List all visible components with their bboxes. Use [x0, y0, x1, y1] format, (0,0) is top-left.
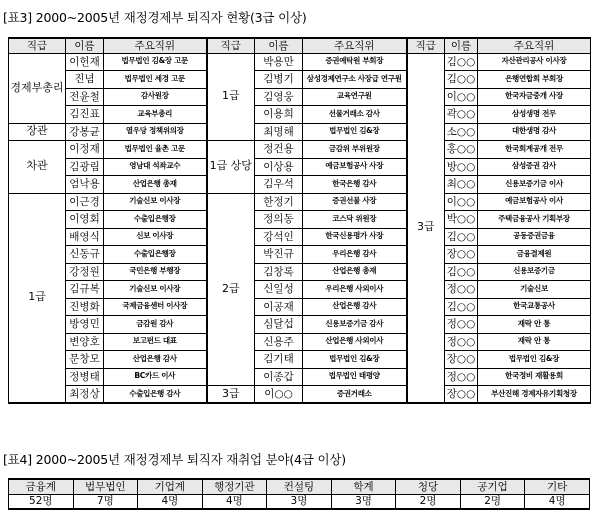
position-cell: 코스닥 위원장: [303, 211, 407, 229]
name-cell: 이○○: [445, 88, 478, 106]
table4-values-row: [9, 494, 590, 509]
column-header: 이름: [255, 38, 303, 53]
count-cell: 3명: [267, 494, 332, 509]
name-cell: 한정기: [255, 193, 303, 211]
position-cell: 공동증권금융: [478, 228, 591, 246]
position-cell: 부산진해 경제자유기획청장: [478, 386, 591, 404]
name-cell: 장○○: [445, 386, 478, 404]
count-cell: 4명: [202, 494, 267, 509]
category-header: 컨설팅: [267, 479, 332, 494]
position-cell: 수출입은행장: [104, 246, 207, 264]
category-header: 기업계: [138, 479, 203, 494]
column-header: 직급: [9, 38, 66, 53]
name-cell: 박용만: [255, 53, 303, 71]
position-cell: 기술신보 이사장: [104, 193, 207, 211]
name-cell: 방○○: [445, 158, 478, 176]
position-cell: 삼성생명 전무: [478, 106, 591, 124]
name-cell: 이공재: [255, 298, 303, 316]
name-cell: 김영웅: [255, 88, 303, 106]
name-cell: 김창록: [255, 263, 303, 281]
position-cell: 산업은행 총재: [303, 263, 407, 281]
name-cell: 박○○: [445, 211, 478, 229]
name-cell: 배영식: [66, 228, 104, 246]
name-cell: 이헌재: [66, 53, 104, 71]
grade-cell: 2급: [207, 193, 255, 386]
name-cell: 강봉균: [66, 123, 104, 141]
column-header: 이름: [445, 38, 478, 53]
name-cell: 홍○○: [445, 141, 478, 159]
name-cell: 김○○: [445, 71, 478, 89]
name-cell: 김○○: [445, 298, 478, 316]
table3-row: [9, 123, 591, 141]
table3-title: [표3] 2000~2005년 재정경제부 퇴직자 현황(3급 이상): [3, 10, 307, 25]
name-cell: 김진표: [66, 106, 104, 124]
grade-cell: 3급: [207, 386, 255, 404]
position-cell: 재락 안 통: [478, 316, 591, 334]
category-header: 학계: [331, 479, 396, 494]
name-cell: 정○○: [445, 333, 478, 351]
position-cell: 한국신용평가 사장: [303, 228, 407, 246]
count-cell: 4명: [138, 494, 203, 509]
position-cell: 신용보증기금 이사: [478, 176, 591, 194]
table4-title: [표4] 2000~2005년 재정경제부 퇴직자 재취업 분야(4급 이상): [3, 452, 346, 467]
position-cell: 보고펀드 대표: [104, 333, 207, 351]
category-header: 기타: [525, 479, 590, 494]
position-cell: BC카드 이사: [104, 368, 207, 386]
position-cell: 우리은행 감사: [303, 246, 407, 264]
table3-row: [9, 176, 591, 194]
position-cell: 감사원장: [104, 88, 207, 106]
table3-row: [9, 246, 591, 264]
position-cell: 한국회계공개 전무: [478, 141, 591, 159]
position-cell: 선물거래소 감사: [303, 106, 407, 124]
table3-row: [9, 211, 591, 229]
position-cell: 교육부총리: [104, 106, 207, 124]
position-cell: 은행연합회 부회장: [478, 71, 591, 89]
position-cell: 국민은행 부행장: [104, 263, 207, 281]
name-cell: 최○○: [445, 176, 478, 194]
name-cell: 방영민: [66, 316, 104, 334]
position-cell: 영남대 석좌교수: [104, 158, 207, 176]
table3-row: [9, 368, 591, 386]
grade-cell: 장관: [9, 123, 66, 141]
position-cell: 대한생명 감사: [478, 123, 591, 141]
table3-row: [9, 298, 591, 316]
table3-row: [9, 141, 591, 159]
position-cell: 신용보증기금 감사: [303, 316, 407, 334]
name-cell: 정의동: [255, 211, 303, 229]
category-header: 행정기관: [202, 479, 267, 494]
table3-retirees: [8, 37, 591, 404]
position-cell: 국제금융센터 이사장: [104, 298, 207, 316]
column-header: 주요직위: [303, 38, 407, 53]
position-cell: 한국정비 재활용회: [478, 368, 591, 386]
name-cell: 이종갑: [255, 368, 303, 386]
table3-row: [9, 386, 591, 404]
name-cell: 정건용: [255, 141, 303, 159]
position-cell: 기술신보 이사장: [104, 281, 207, 299]
name-cell: 정○○: [445, 368, 478, 386]
position-cell: 법무법인 태평양: [303, 368, 407, 386]
position-cell: 신보 이사장: [104, 228, 207, 246]
name-cell: 이○○: [445, 193, 478, 211]
position-cell: 수출입은행장: [104, 211, 207, 229]
count-cell: 2명: [396, 494, 461, 509]
category-header: 법무법인: [73, 479, 138, 494]
name-cell: 김기태: [255, 351, 303, 369]
table3-row: [9, 158, 591, 176]
name-cell: 장○○: [445, 246, 478, 264]
position-cell: 삼성증권 감사: [478, 158, 591, 176]
name-cell: 진념: [66, 71, 104, 89]
name-cell: 이영회: [66, 211, 104, 229]
name-cell: 문창모: [66, 351, 104, 369]
name-cell: 엄낙용: [66, 176, 104, 194]
name-cell: 정병태: [66, 368, 104, 386]
position-cell: 예금보험공사 사장: [303, 158, 407, 176]
table3-header-row: [9, 38, 591, 53]
position-cell: 법무법인 김&장: [303, 351, 407, 369]
name-cell: 정○○: [445, 316, 478, 334]
table3-row: [9, 106, 591, 124]
position-cell: 산업은행 감사: [303, 298, 407, 316]
position-cell: 금융결제원: [478, 246, 591, 264]
position-cell: 금감원 감사: [104, 316, 207, 334]
position-cell: 우리은행 사외이사: [303, 281, 407, 299]
position-cell: 법무법인 김&장: [478, 351, 591, 369]
table4-reemployment: [8, 478, 590, 510]
name-cell: 김○○: [445, 263, 478, 281]
column-header: 직급: [207, 38, 255, 53]
position-cell: 증권선물 사장: [303, 193, 407, 211]
name-cell: 장○○: [445, 351, 478, 369]
table3-row: [9, 53, 591, 71]
name-cell: 신동규: [66, 246, 104, 264]
name-cell: 강정원: [66, 263, 104, 281]
name-cell: 신용주: [255, 333, 303, 351]
position-cell: 예금보험공사 이사: [478, 193, 591, 211]
name-cell: 김광림: [66, 158, 104, 176]
category-header: 금융계: [9, 479, 74, 494]
grade-cell: 1급: [207, 53, 255, 141]
category-header: 청당: [396, 479, 461, 494]
position-cell: 기술신보: [478, 281, 591, 299]
position-cell: 한국교통공사: [478, 298, 591, 316]
name-cell: 정○○: [445, 281, 478, 299]
position-cell: 수출입은행 감사: [104, 386, 207, 404]
position-cell: 법무법인 율촌 고문: [104, 141, 207, 159]
grade-cell: 1급: [9, 193, 66, 403]
position-cell: 법무법인 김&장: [303, 123, 407, 141]
table3-row: [9, 316, 591, 334]
position-cell: 법무법인 김&장 고문: [104, 53, 207, 71]
count-cell: 7명: [73, 494, 138, 509]
position-cell: 증권거래소: [303, 386, 407, 404]
position-cell: 교육연구원: [303, 88, 407, 106]
count-cell: 4명: [525, 494, 590, 509]
name-cell: 김우석: [255, 176, 303, 194]
count-cell: 3명: [331, 494, 396, 509]
name-cell: 강석인: [255, 228, 303, 246]
grade-cell: 1급 상당: [207, 141, 255, 194]
table3-row: [9, 88, 591, 106]
name-cell: 김○○: [445, 53, 478, 71]
position-cell: 금감위 부위원장: [303, 141, 407, 159]
name-cell: 박진규: [255, 246, 303, 264]
position-cell: 자산관리공사 이사장: [478, 53, 591, 71]
position-cell: 삼성경제연구소 사장급 연구원: [303, 71, 407, 89]
table4-header-row: [9, 479, 590, 494]
count-cell: 2명: [460, 494, 525, 509]
position-cell: 산업은행 감사: [104, 351, 207, 369]
column-header: 이름: [66, 38, 104, 53]
column-header: 주요직위: [104, 38, 207, 53]
grade-cell: 차관: [9, 141, 66, 194]
position-cell: 주택금융공사 기획부장: [478, 211, 591, 229]
position-cell: 열우당 정책위의장: [104, 123, 207, 141]
name-cell: 이용희: [255, 106, 303, 124]
position-cell: 재락 안 통: [478, 333, 591, 351]
position-cell: 산업은행 사외이사: [303, 333, 407, 351]
table3-row: [9, 71, 591, 89]
name-cell: 심달섭: [255, 316, 303, 334]
table3-row: [9, 333, 591, 351]
position-cell: 신용보증기금: [478, 263, 591, 281]
name-cell: 진병화: [66, 298, 104, 316]
name-cell: 이○○: [255, 386, 303, 404]
grade-cell: 경제부총리: [9, 53, 66, 123]
name-cell: 이근경: [66, 193, 104, 211]
position-cell: 한국자금중개 사장: [478, 88, 591, 106]
name-cell: 김규복: [66, 281, 104, 299]
table3-row: [9, 193, 591, 211]
table3-row: [9, 228, 591, 246]
name-cell: 최정상: [66, 386, 104, 404]
table3-row: [9, 281, 591, 299]
name-cell: 변양호: [66, 333, 104, 351]
position-cell: 법무법인 세경 고문: [104, 71, 207, 89]
column-header: 주요직위: [478, 38, 591, 53]
name-cell: 신일성: [255, 281, 303, 299]
name-cell: 곽○○: [445, 106, 478, 124]
table3-row: [9, 263, 591, 281]
position-cell: 한국은행 감사: [303, 176, 407, 194]
name-cell: 이정재: [66, 141, 104, 159]
name-cell: 소○○: [445, 123, 478, 141]
table3-row: [9, 351, 591, 369]
name-cell: 최명해: [255, 123, 303, 141]
count-cell: 52명: [9, 494, 74, 509]
name-cell: 김병기: [255, 71, 303, 89]
name-cell: 김○○: [445, 228, 478, 246]
name-cell: 전윤철: [66, 88, 104, 106]
position-cell: 증권예탁원 부회장: [303, 53, 407, 71]
name-cell: 이상용: [255, 158, 303, 176]
position-cell: 산업은행 총재: [104, 176, 207, 194]
grade-cell: 3급: [407, 53, 445, 403]
column-header: 직급: [407, 38, 445, 53]
category-header: 공기업: [460, 479, 525, 494]
